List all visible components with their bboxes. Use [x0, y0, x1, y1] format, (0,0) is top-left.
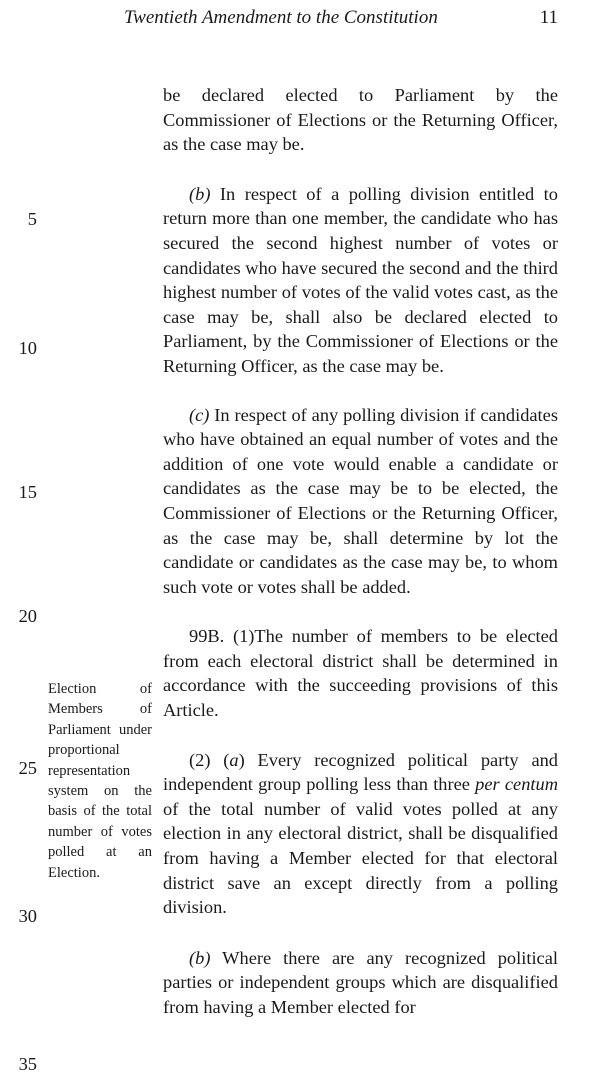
paragraph-continuation: be declared elected to Parliament by the Commissioner of Elections or the Returning Officer, as the case may be. — [163, 85, 558, 155]
clause-label-a: a — [229, 749, 239, 770]
clause-text: Where there are any recognized political parties or independent groups which are disqualified from having a Member elected for — [163, 947, 558, 1017]
clause-text: of the total number of valid votes polled at any election in any electoral district, shall be disqualified from having a Member elected for that electoral district save an except directly from a polling division. — [163, 798, 558, 918]
line-number: 25 — [18, 758, 37, 778]
paragraph-99b-2a — [163, 748, 558, 920]
paragraph-99b-1: 99B. (1)The number of members to be elected from each electoral district shall be determined in accordance with the succeeding provisions of this Article. — [163, 626, 558, 721]
clause-prefix: (2) ( — [189, 749, 230, 770]
paragraph-c-equal-votes — [163, 403, 558, 600]
paragraph-b-polling-division — [163, 182, 558, 379]
running-header-title: Twentieth Amendment to the Constitution — [124, 7, 438, 28]
clause-text: ) Every recognized political party and independent group polling less than three — [163, 749, 558, 795]
body-text — [163, 83, 558, 1020]
marginal-note: Election of Members of Parliament under proportional representation system on the basis of the total number of votes polled at an Election. — [48, 681, 152, 881]
paragraph-99b-2b — [163, 946, 558, 1020]
line-number: 5 — [27, 209, 37, 229]
clause-label-c: (c) — [189, 404, 210, 425]
page-number: 11 — [539, 7, 558, 28]
clause-label-b: (b) — [189, 183, 211, 204]
line-number: 35 — [18, 1054, 37, 1074]
clause-text: In respect of any polling division if candidates who have obtained an equal number of votes and the addition of one vote would enable a candidate or candidates as the case may be to be elected, the Commissioner of Elections or the Returning Officer, as the case may be, shall determine by lot the candidate or candidates as the case may be, to whom such vote or votes shall be added. — [163, 404, 558, 597]
line-number: 30 — [18, 906, 37, 926]
line-number: 15 — [18, 482, 37, 502]
running-header — [120, 7, 558, 35]
line-number: 10 — [18, 338, 37, 358]
clause-text: In respect of a polling division entitled to return more than one member, the candidate who has secured the second highest number of votes or candidates who have secured the second and the third highest number of votes of the valid votes cast, as the case may be, shall also be declared elected to Parliament, by the Commissioner of Elections or the Returning Officer, as the case may be. — [163, 183, 558, 376]
clause-label-b: (b) — [189, 947, 211, 968]
latin-term: per centum — [475, 774, 558, 795]
line-number: 20 — [18, 606, 37, 626]
